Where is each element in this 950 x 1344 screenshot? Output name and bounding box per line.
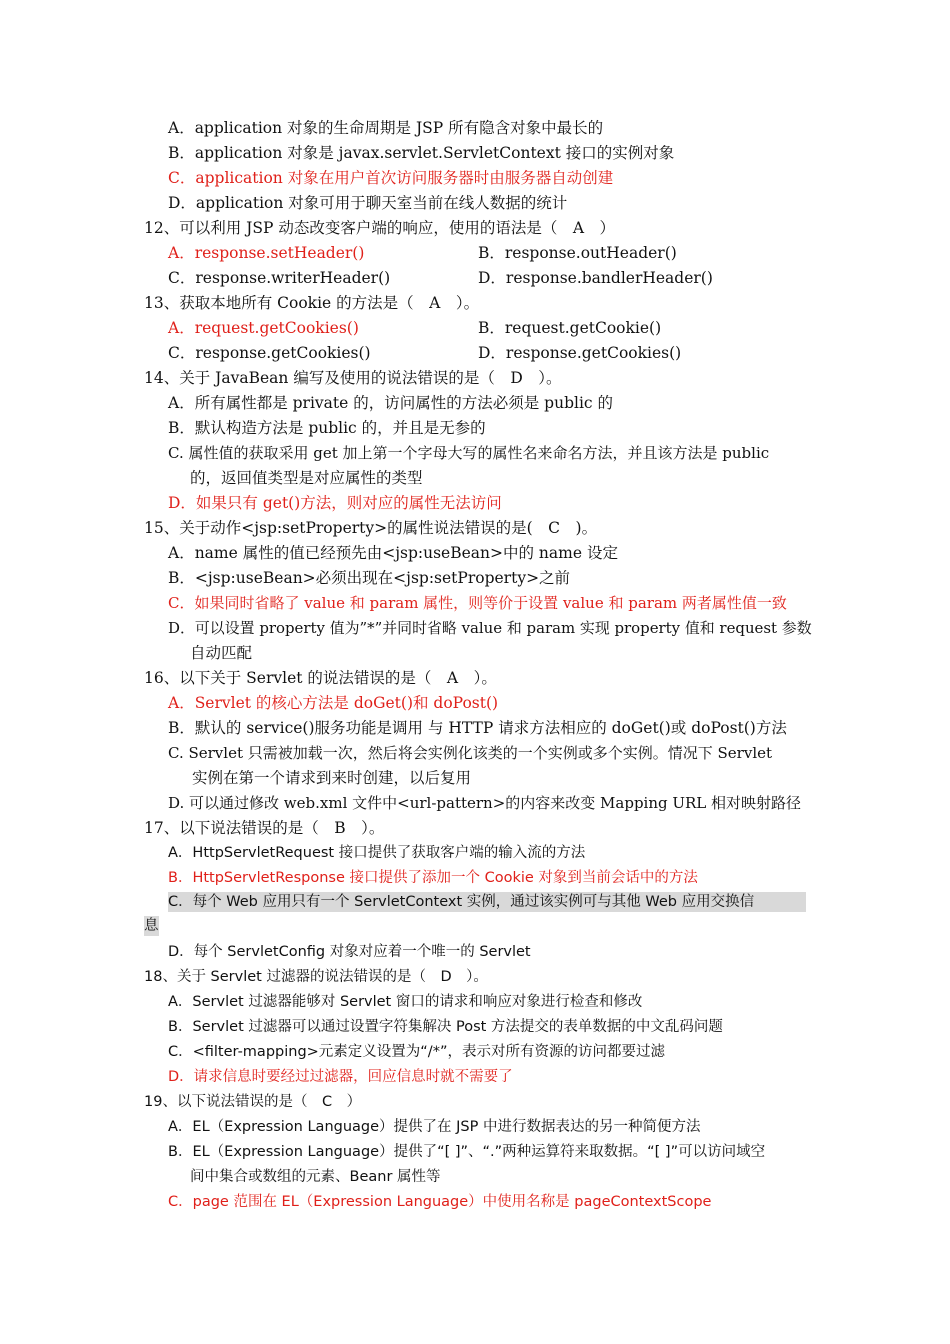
q12-option-d: D．response.bandlerHeader() — [478, 269, 713, 287]
q17-option-b-answer: B．HttpServletResponse 接口提供了添加一个 Cookie 对象到当前会话中的方法 — [168, 870, 698, 886]
q11-option-b: B．application 对象是 javax.servlet.ServletContext 接口的实例对象 — [168, 144, 675, 162]
q12-stem: 12、可以利用 JSP 动态改变客户端的响应，使用的语法是（ A ） — [144, 219, 616, 237]
q16-option-a-answer: A．Servlet 的核心方法是 doGet()和 doPost() — [168, 694, 499, 712]
q14-option-a: A．所有属性都是 private 的，访问属性的方法必须是 public 的 — [168, 394, 614, 412]
q19-stem: 19、以下说法错误的是（ C ） — [144, 1094, 362, 1110]
q16-option-d: D. 可以通过修改 web.xml 文件中<url-pattern>的内容来改变 Mapping URL 相对映射路径 — [168, 794, 802, 812]
q15-option-d-line1: D．可以设置 property 值为”*”并同时省略 value 和 param 实现 property 值和 request 参数 — [168, 619, 812, 637]
q14-option-b: B．默认构造方法是 public 的，并且是无参的 — [168, 419, 486, 437]
q13-option-b: B．request.getCookie() — [478, 319, 662, 337]
q16-option-c-line2: 实例在第一个请求到来时创建，以后复用 — [192, 769, 472, 787]
q15-option-a: A．name 属性的值已经预先由<jsp:useBean>中的 name 设定 — [168, 544, 618, 562]
q16-option-c-line1: C. Servlet 只需被加载一次，然后将会实例化该类的一个实例或多个实例。情况下 Servlet — [168, 744, 773, 762]
q15-option-d-line2: 自动匹配 — [190, 644, 253, 662]
q15-option-c-answer: C．如果同时省略了 value 和 param 属性，则等价于设置 value 和 param 两者属性值一致 — [168, 594, 787, 612]
q17-option-c-line1: C．每个 Web 应用只有一个 ServletContext 实例，通过该实例可与其他 Web 应用交换信 — [168, 892, 806, 912]
q19-option-c-answer: C．page 范围在 EL（Expression Language）中使用名称是 pageContextScope — [168, 1194, 712, 1210]
q18-option-c: C．<filter-mapping>元素定义设置为“/*”，表示对所有资源的访问都要过滤 — [168, 1044, 665, 1060]
q14-option-d-answer: D．如果只有 get()方法，则对应的属性无法访问 — [168, 494, 502, 512]
q11-option-d: D．application 对象可用于聊天室当前在线人数据的统计 — [168, 194, 568, 212]
q15-option-b: B．<jsp:useBean>必须出现在<jsp:setProperty>之前 — [168, 569, 571, 587]
q12-option-c: C．response.writerHeader() — [168, 269, 391, 287]
q14-option-c-line1: C. 属性值的获取采用 get 加上第一个字母大写的属性名来命名方法，并且该方法是 public — [168, 444, 770, 462]
q18-option-d-answer: D．请求信息时要经过过滤器，回应信息时就不需要了 — [168, 1069, 513, 1085]
q17-stem: 17、以下说法错误的是（ B ）。 — [144, 819, 385, 837]
q16-stem: 16、以下关于 Servlet 的说法错误的是（ A ）。 — [144, 669, 497, 687]
q11-option-c-answer: C．application 对象在用户首次访问服务器时由服务器自动创建 — [168, 169, 614, 187]
q13-option-d: D．response.getCookies() — [478, 344, 682, 362]
q19-option-b-line1: B．EL（Expression Language）提供了“[ ]”、“.”两种运算符来取数据。“[ ]”可以访问域空 — [168, 1144, 766, 1160]
q17-option-d: D．每个 ServletConfig 对象对应着一个唯一的 Servlet — [168, 944, 531, 960]
q13-option-c: C．response.getCookies() — [168, 344, 371, 362]
q14-stem: 14、关于 JavaBean 编写及使用的说法错误的是（ D ）。 — [144, 369, 562, 387]
q12-option-b: B．response.outHeader() — [478, 244, 677, 262]
q14-option-c-line2: 的，返回值类型是对应属性的类型 — [190, 469, 423, 487]
q18-option-a: A．Servlet 过滤器能够对 Servlet 窗口的请求和响应对象进行检查和修改 — [168, 994, 643, 1010]
q11-option-a: A．application 对象的生命周期是 JSP 所有隐含对象中最长的 — [168, 119, 604, 137]
q17-option-c-line2: 息 — [144, 918, 159, 934]
q13-stem: 13、获取本地所有 Cookie 的方法是（ A ）。 — [144, 294, 480, 312]
q19-option-a: A．EL（Expression Language）提供了在 JSP 中进行数据表达的另一种简便方法 — [168, 1119, 701, 1135]
q12-option-a-answer: A．response.setHeader() — [168, 244, 365, 262]
q13-option-a-answer: A．request.getCookies() — [168, 319, 359, 337]
q18-option-b: B．Servlet 过滤器可以通过设置字符集解决 Post 方法提交的表单数据的中文乱码问题 — [168, 1019, 723, 1035]
q19-option-b-line2: 间中集合或数组的元素、Beanr 属性等 — [190, 1169, 441, 1185]
q18-stem: 18、关于 Servlet 过滤器的说法错误的是（ D ）。 — [144, 969, 488, 985]
q15-stem: 15、关于动作<jsp:setProperty>的属性说法错误的是( C )。 — [144, 519, 598, 537]
q17-option-a: A．HttpServletRequest 接口提供了获取客户端的输入流的方法 — [168, 845, 586, 861]
q16-option-b: B．默认的 service()服务功能是调用 与 HTTP 请求方法相应的 doGet()或 doPost()方法 — [168, 719, 787, 737]
